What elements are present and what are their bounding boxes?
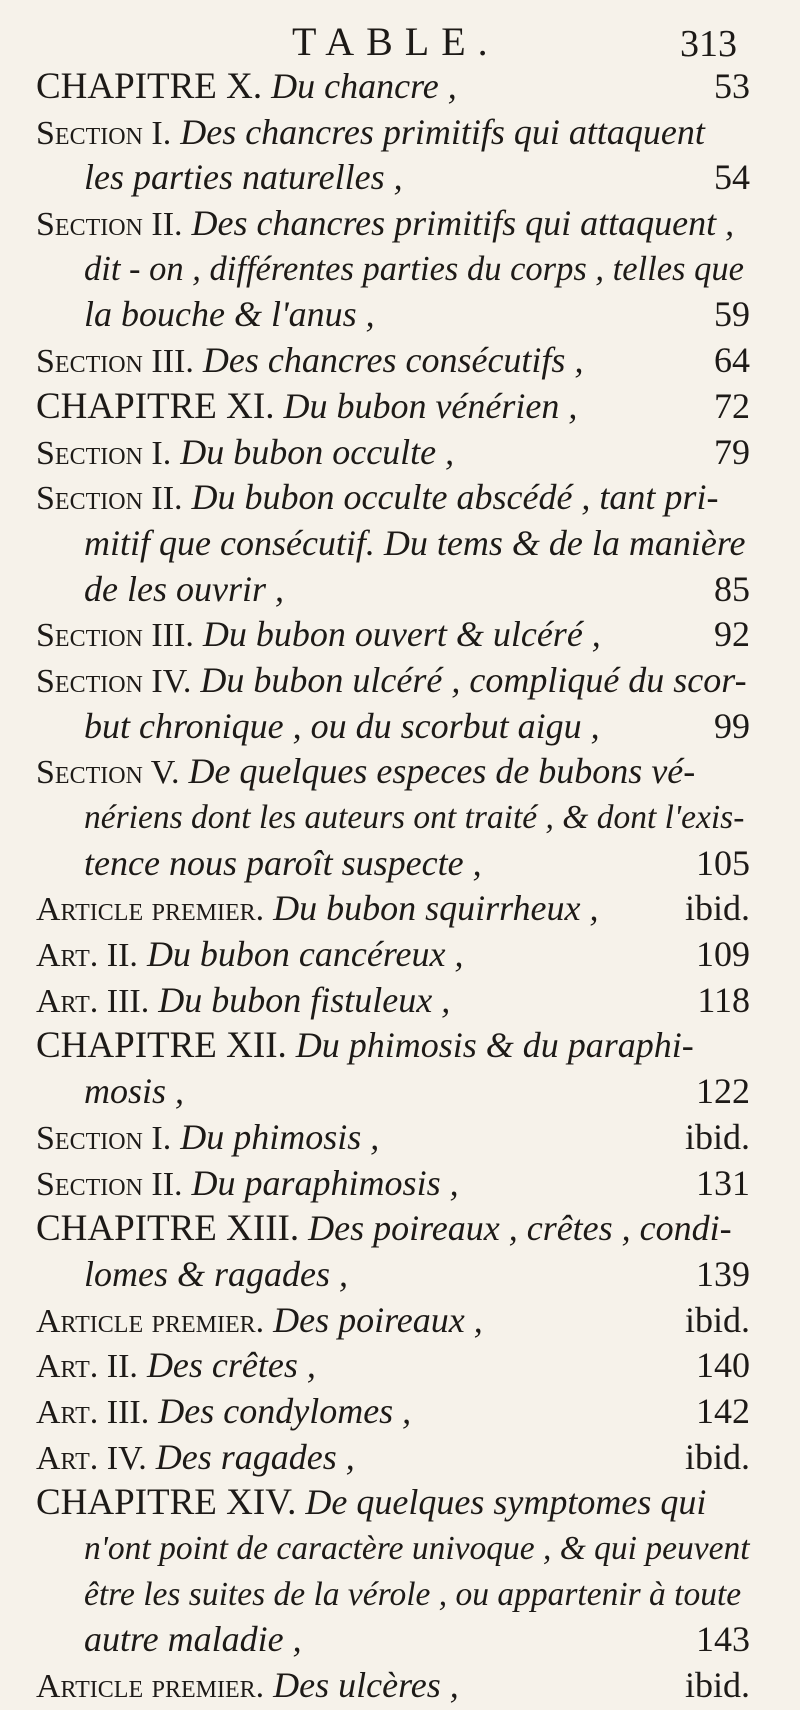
toc-entry-title: Des chancres primitifs qui attaquent , <box>191 203 735 244</box>
toc-entry-label: Article premier. <box>36 1668 265 1706</box>
toc-entry-first-line <box>36 932 750 978</box>
toc-entry <box>36 1435 750 1481</box>
toc-entry-title: De quelques especes de bubons vé- <box>188 751 696 792</box>
toc-entry <box>36 1161 750 1207</box>
toc-entry-page: 131 <box>696 1162 750 1203</box>
toc-entry <box>36 430 750 476</box>
page-number: 313 <box>680 23 737 65</box>
toc-entry <box>36 1115 750 1161</box>
toc-entry <box>36 384 750 430</box>
toc-entry-first-line <box>36 110 750 156</box>
toc-entry-first-line <box>36 658 750 704</box>
toc-entry-first-line <box>36 1663 750 1709</box>
toc-entry-first-line <box>36 1435 750 1481</box>
toc-entry-page: 85 <box>714 568 750 609</box>
toc-entry-label: CHAPITRE XIII. <box>36 1208 300 1250</box>
toc-entry-title: De quelques symptomes qui <box>305 1482 707 1523</box>
toc-entry-label: Art. II. <box>36 937 138 975</box>
toc-entry-continuation-line <box>36 795 750 841</box>
toc-entry-page: 59 <box>714 294 750 335</box>
toc-entry-page: 54 <box>714 157 750 198</box>
toc-entry-label: Art. II. <box>36 1348 138 1386</box>
toc-entry-label: Art. III. <box>36 982 150 1020</box>
toc-entry-label: CHAPITRE XII. <box>36 1025 287 1067</box>
toc-entry-continuation-line <box>36 1572 750 1618</box>
toc-entry-title: Des chancres consécutifs , <box>202 340 584 381</box>
toc-entry <box>36 1663 750 1709</box>
toc-entry-label: Article premier. <box>36 891 265 929</box>
table-of-contents <box>36 64 750 1709</box>
toc-entry-page: 79 <box>714 431 750 472</box>
toc-entry-continuation-line <box>36 1617 750 1663</box>
toc-entry-page: ibid. <box>684 1436 750 1477</box>
toc-entry-title: dit - on , différentes parties du corps , telles que <box>84 249 744 288</box>
toc-entry-title: Du bubon occulte , <box>180 431 455 472</box>
toc-entry-title: Du paraphimosis , <box>191 1162 459 1203</box>
toc-entry <box>36 612 750 658</box>
toc-entry-label: Section II. <box>36 206 183 244</box>
toc-entry-continuation-line <box>36 247 750 293</box>
toc-entry <box>36 1023 750 1114</box>
toc-entry-title: Du bubon vénérien , <box>283 385 578 426</box>
toc-entry-first-line <box>36 1161 750 1207</box>
toc-entry-page: 122 <box>696 1071 750 1112</box>
toc-entry-first-line <box>36 749 750 795</box>
toc-entry-page: 142 <box>696 1390 750 1431</box>
toc-entry-label: Section I. <box>36 114 172 152</box>
toc-entry-page: 118 <box>697 979 750 1020</box>
toc-entry-label: Section IV. <box>36 662 192 700</box>
toc-entry-title: Du bubon ulcéré , compliqué du scor- <box>200 659 747 700</box>
toc-entry-title: Du bubon fistuleux , <box>158 979 451 1020</box>
toc-entry-title: tence nous paroît suspecte , <box>84 842 482 883</box>
toc-entry-label: Article premier. <box>36 1302 265 1340</box>
toc-entry-continuation-line <box>36 1069 750 1115</box>
toc-entry-title: Du bubon squirrheux , <box>273 888 599 929</box>
toc-entry-first-line <box>36 64 750 110</box>
toc-entry-label: Section I. <box>36 1119 172 1157</box>
toc-entry-title: Du bubon occulte abscédé , tant pri- <box>191 477 719 518</box>
toc-entry-title: mosis , <box>84 1071 185 1112</box>
toc-entry-title: Du chancre , <box>271 66 457 106</box>
toc-entry-title: Des crêtes , <box>146 1345 316 1386</box>
toc-entry-title: de les ouvrir , <box>84 568 284 609</box>
toc-entry <box>36 932 750 978</box>
toc-entry-first-line <box>36 475 750 521</box>
toc-entry-label: Section III. <box>36 343 194 381</box>
toc-entry <box>36 978 750 1024</box>
toc-entry-first-line <box>36 384 750 430</box>
toc-entry <box>36 886 750 932</box>
toc-entry-first-line <box>36 201 750 247</box>
toc-entry-first-line <box>36 338 750 384</box>
toc-entry-page: ibid. <box>684 888 750 929</box>
toc-entry-first-line <box>36 886 750 932</box>
toc-entry-label: Section II. <box>36 480 183 518</box>
toc-entry-continuation-line <box>36 292 750 338</box>
toc-entry-title: Des poireaux , <box>273 1299 483 1340</box>
toc-entry-title: Des poireaux , crêtes , condi- <box>308 1208 732 1249</box>
toc-entry-page: ibid. <box>684 1665 750 1706</box>
toc-entry-first-line <box>36 1389 750 1435</box>
toc-entry-title: autre maladie , <box>84 1619 302 1660</box>
toc-entry-continuation-line <box>36 1252 750 1298</box>
toc-entry <box>36 475 750 612</box>
toc-entry-label: Art. IV. <box>36 1439 147 1477</box>
page-header <box>0 16 800 66</box>
toc-entry-page: 99 <box>714 705 750 746</box>
toc-entry-first-line <box>36 1480 750 1526</box>
toc-entry-first-line <box>36 1023 750 1069</box>
toc-entry-continuation-line <box>36 841 750 887</box>
toc-entry-page: 140 <box>696 1345 750 1386</box>
toc-entry-page: 143 <box>696 1619 750 1660</box>
toc-entry-page: 72 <box>714 385 750 426</box>
toc-entry <box>36 201 750 338</box>
toc-entry-first-line <box>36 430 750 476</box>
toc-entry-first-line <box>36 612 750 658</box>
toc-entry-page: 139 <box>696 1253 750 1294</box>
toc-entry-title: n'ont point de caractère univoque , & qui peuvent <box>84 1530 750 1567</box>
toc-entry <box>36 1389 750 1435</box>
toc-entry-page: ibid. <box>684 1299 750 1340</box>
toc-entry <box>36 1343 750 1389</box>
toc-entry <box>36 1480 750 1663</box>
toc-entry-page: 109 <box>696 934 750 975</box>
toc-entry-title: nériens dont les auteurs ont traité , & dont l'exis- <box>84 799 745 836</box>
toc-entry <box>36 338 750 384</box>
toc-entry <box>36 110 750 201</box>
toc-entry-title: les parties naturelles , <box>84 157 403 198</box>
toc-entry-title: Du phimosis & du paraphi- <box>295 1025 694 1066</box>
toc-entry-label: Section V. <box>36 754 180 792</box>
toc-entry-title: Des ragades , <box>155 1436 355 1477</box>
toc-entry-page: 92 <box>714 614 750 655</box>
toc-entry-continuation-line <box>36 155 750 201</box>
toc-entry-title: Du bubon cancéreux , <box>146 934 464 975</box>
running-title: TABLE. <box>292 19 500 64</box>
toc-entry-continuation-line <box>36 1526 750 1572</box>
toc-entry-first-line <box>36 1298 750 1344</box>
toc-entry <box>36 1298 750 1344</box>
toc-entry-label: CHAPITRE X. <box>36 66 263 107</box>
toc-entry-page: 105 <box>696 842 750 883</box>
toc-entry-label: Section I. <box>36 434 172 472</box>
toc-entry-title: Des chancres primitifs qui attaquent <box>180 111 705 152</box>
toc-entry-continuation-line <box>36 521 750 567</box>
toc-entry-continuation-line <box>36 567 750 613</box>
toc-entry-continuation-line <box>36 704 750 750</box>
toc-entry-label: CHAPITRE XI. <box>36 385 275 427</box>
toc-entry <box>36 749 750 886</box>
toc-entry-label: Art. III. <box>36 1393 150 1431</box>
toc-entry-title: Du phimosis , <box>180 1116 380 1157</box>
toc-entry <box>36 658 750 749</box>
toc-entry-label: Section II. <box>36 1165 183 1203</box>
toc-entry-first-line <box>36 978 750 1024</box>
toc-entry-title: Des ulcères , <box>273 1665 459 1706</box>
toc-entry-first-line <box>36 1115 750 1161</box>
toc-entry-title: mitif que consécutif. Du tems & de la manière <box>84 522 746 563</box>
toc-entry-first-line <box>36 1206 750 1252</box>
toc-entry-page: 64 <box>714 340 750 381</box>
toc-entry-title: but chronique , ou du scorbut aigu , <box>84 705 600 746</box>
toc-entry-label: CHAPITRE XIV. <box>36 1482 297 1524</box>
toc-entry-page: 53 <box>714 66 750 106</box>
toc-entry-title: la bouche & l'anus , <box>84 294 375 335</box>
toc-entry-title: Des condylomes , <box>158 1390 412 1431</box>
toc-entry <box>36 1206 750 1297</box>
toc-entry-title: lomes & ragades , <box>84 1253 348 1294</box>
toc-entry <box>36 64 750 110</box>
toc-entry-page: ibid. <box>684 1116 750 1157</box>
toc-entry-title: être les suites de la vérole , ou appartenir à toute <box>84 1575 742 1613</box>
toc-entry-label: Section III. <box>36 617 194 655</box>
toc-entry-first-line <box>36 1343 750 1389</box>
toc-entry-title: Du bubon ouvert & ulcéré , <box>202 614 601 655</box>
